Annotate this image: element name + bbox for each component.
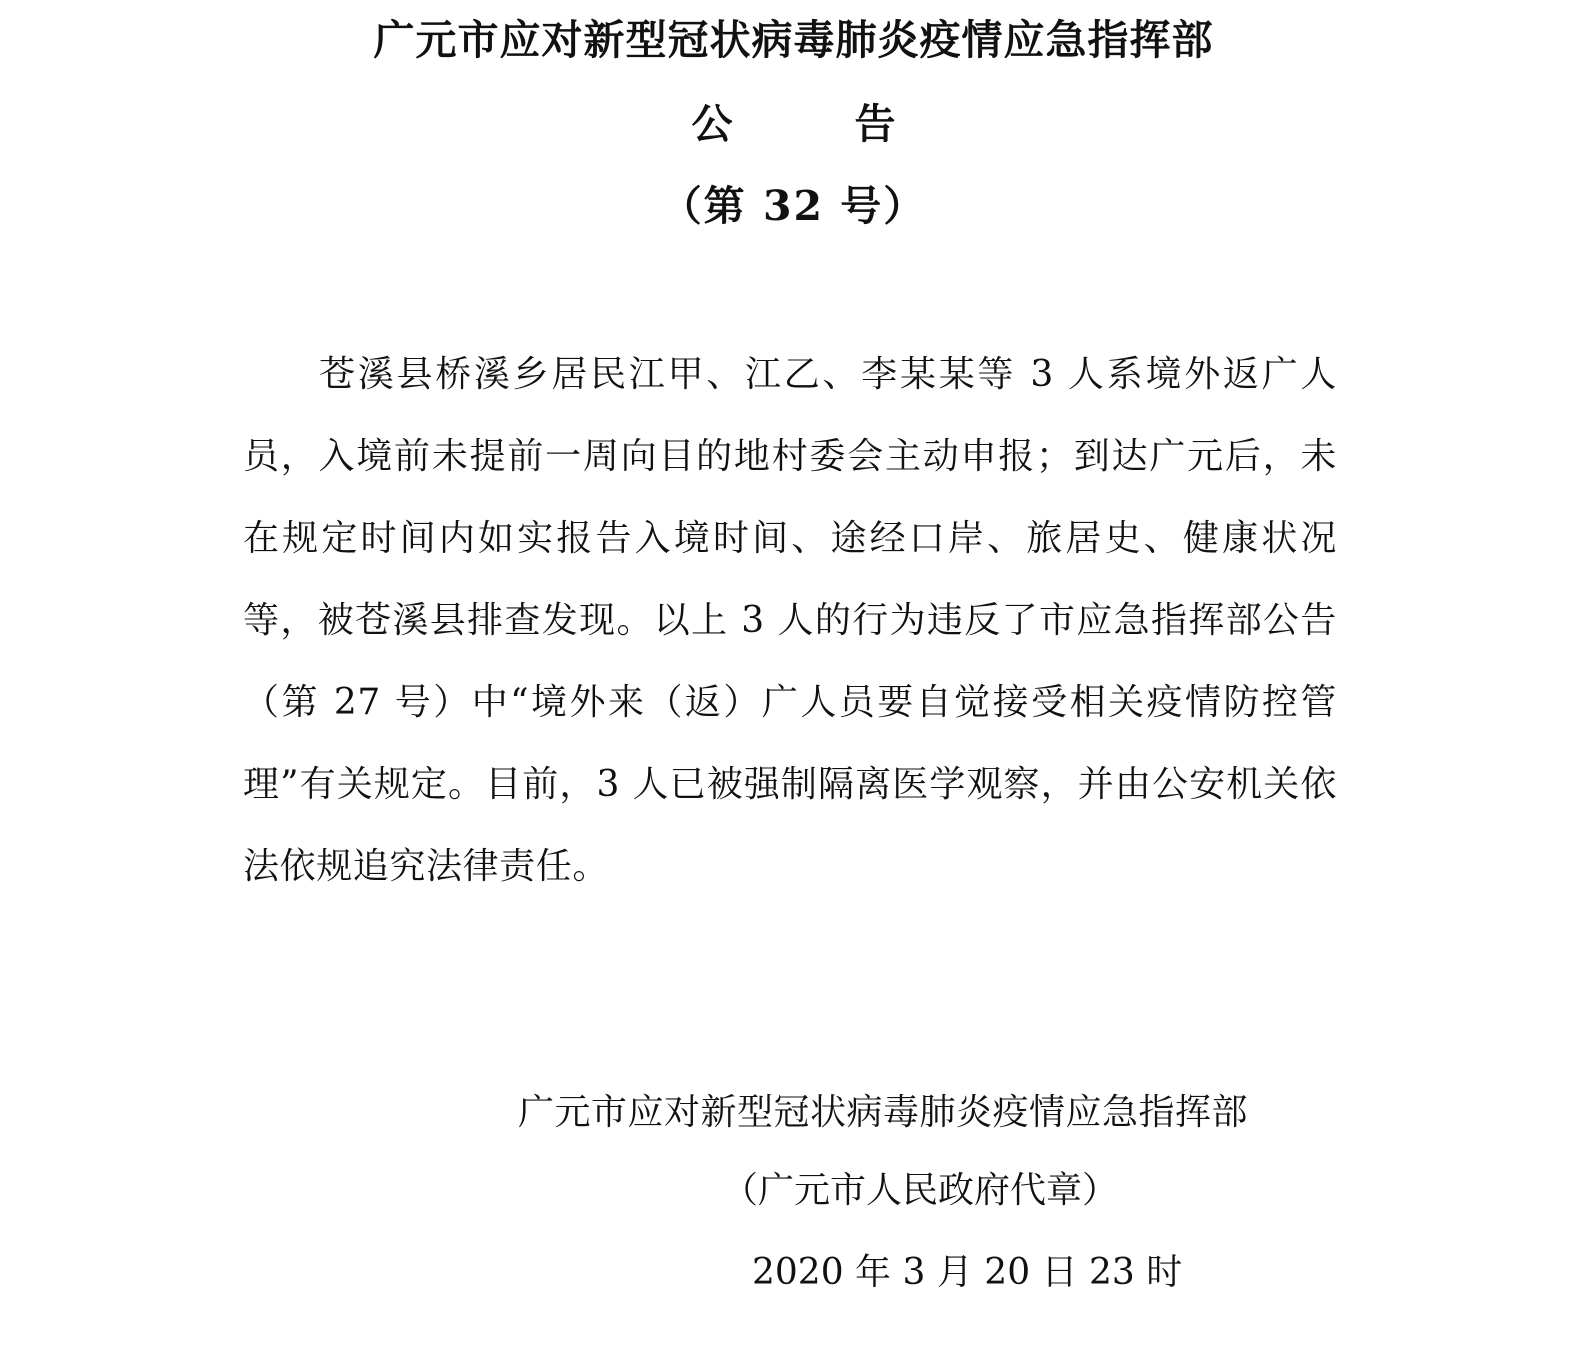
signature-date: 2020 年 3 月 20 日 23 时 bbox=[752, 1252, 1183, 1293]
signature-organization: 广元市应对新型冠状病毒肺炎疫情应急指挥部 bbox=[518, 1092, 1249, 1133]
subtitle-char-left: 公 bbox=[691, 100, 733, 148]
signature-seal-note: （广元市人民政府代章） bbox=[722, 1170, 1119, 1211]
document-title: 广元市应对新型冠状病毒肺炎疫情应急指挥部 bbox=[373, 16, 1214, 64]
announcement-body: 苍溪县桥溪乡居民江甲、江乙、李某某等 3 人系境外返广人员，入境前未提前一周向目的地村委会主动申报；到达广元后，未在规定时间内如实报告入境时间、途经口岸、旅居史、健康状况等，被苍溪县排查发现。以上 3 人的行为违反了市应急指挥部公告（第 27 号）中“境外来（返）广人员要自觉接受相关疫情防控管理”有关规定。目前，3 人已被强制隔离医学观察，并由公安机关依法依规追究法律责任。 bbox=[243, 354, 1337, 887]
announcement-number: （第 32 号） bbox=[660, 182, 927, 230]
document-subtitle bbox=[0, 96, 1587, 152]
subtitle-char-right: 告 bbox=[854, 100, 896, 148]
